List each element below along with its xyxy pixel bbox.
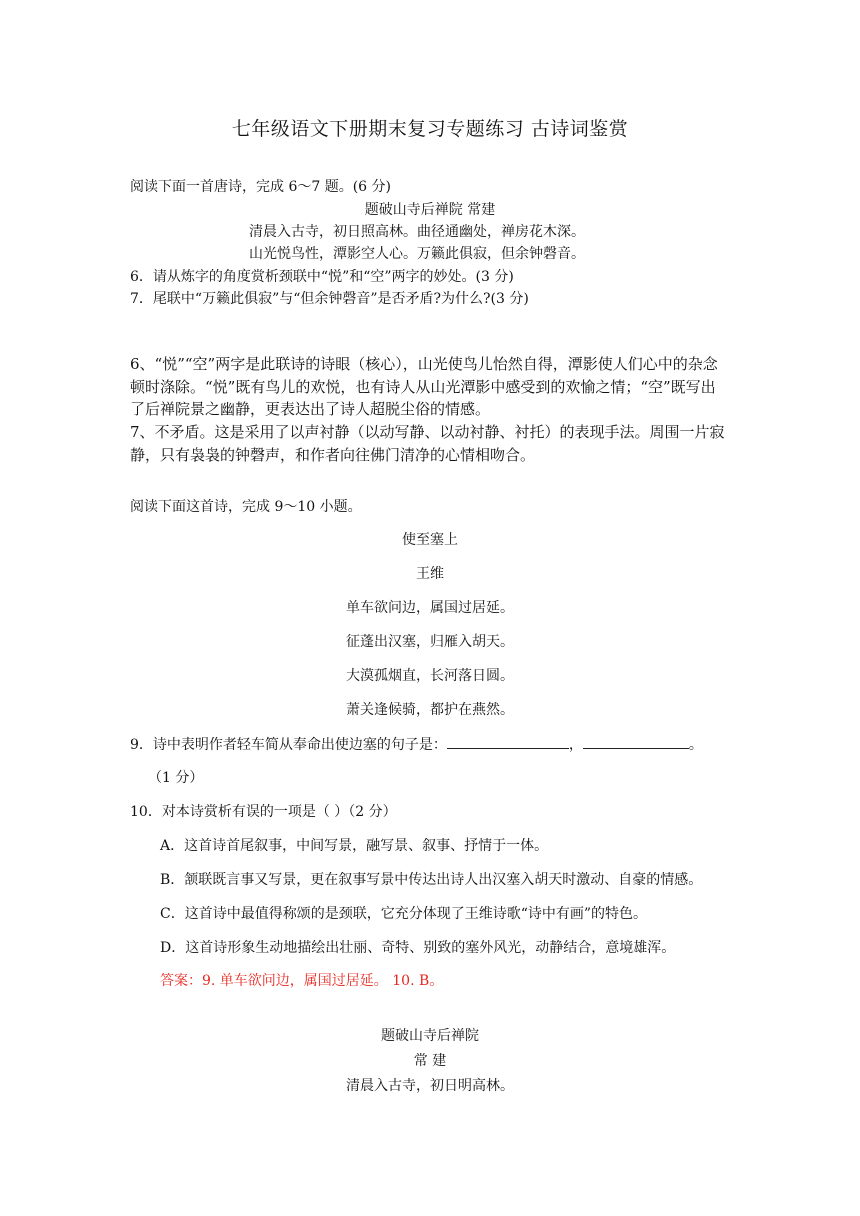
option-b: B．颔联既言事又写景，更在叙事写景中传达出诗人出汉塞入胡天时激动、自豪的情感。 <box>160 872 703 888</box>
part2-poem-line-2: 征蓬出汉塞，归雁入胡天。 <box>346 634 514 650</box>
part3-poem-title: 题破山寺后禅院 <box>381 1028 479 1044</box>
part2-poem-line-4: 萧关逢候骑，都护在燕然。 <box>346 702 514 718</box>
question-6: 6．请从炼字的角度赏析颈联中“悦”和“空”两字的妙处。(3 分) <box>130 269 514 285</box>
answer-7: 7、不矛盾。这是采用了以声衬静（以动写静、以动衬静、衬托）的表现手法。周围一片寂静，只有袅袅的钟磬声，和作者向往佛门清净的心情相吻合。 <box>130 423 725 464</box>
part2-poem-line-1: 单车欲问边，属国过居延。 <box>346 600 514 616</box>
part3-poem-line-1: 清晨入古寺，初日明高林。 <box>346 1078 514 1094</box>
question-9-score: （1 分） <box>148 770 204 786</box>
question-9-end: 。 <box>688 737 703 753</box>
part1-poem-line-1: 清晨入古寺，初日照高林。曲径通幽处，禅房花木深。 <box>249 224 585 240</box>
question-9-text: 9．诗中表明作者轻车简从奉命出使边塞的句子是： <box>130 737 447 753</box>
answer-blank-2[interactable] <box>583 733 689 749</box>
part2-poem-title: 使至塞上 <box>402 532 458 548</box>
question-9-comma: ， <box>568 737 583 753</box>
part2-poem-line-3: 大漠孤烟直，长河落日圆。 <box>346 668 514 684</box>
part1-poem-title: 题破山寺后禅院 常建 <box>364 202 496 218</box>
part1-poem-line-2: 山光悦鸟性，潭影空人心。万籁此俱寂，但余钟磬音。 <box>249 246 585 262</box>
question-7: 7．尾联中“万籁此俱寂”与“但余钟磬音”是否矛盾?为什么?(3 分) <box>130 291 529 307</box>
option-d: D．这首诗形象生动地描绘出壮丽、奇特、别致的塞外风光，动静结合，意境雄浑。 <box>160 940 676 956</box>
page-title: 七年级语文下册期末复习专题练习 古诗词鉴赏 <box>231 118 629 140</box>
answer-key: 答案：9. 单车欲问边，属国过居延。 10. B。 <box>160 973 444 989</box>
question-10: 10．对本诗赏析有误的一项是（ ）（2 分） <box>130 804 397 820</box>
question-9 <box>130 733 703 754</box>
option-a: A．这首诗首尾叙事，中间写景，融写景、叙事、抒情于一体。 <box>160 838 549 854</box>
answer-blank-1[interactable] <box>447 733 569 749</box>
part1-intro: 阅读下面一首唐诗，完成 6～7 题。(6 分) <box>130 179 391 195</box>
option-c: C．这首诗中最值得称颂的是颈联，它充分体现了王维诗歌“诗中有画”的特色。 <box>160 906 648 922</box>
answer-6: 6、“悦”“空”两字是此联诗的诗眼（核心），山光使鸟儿怡然自得，潭影使人们心中的杂念顿时涤除。“悦”既有鸟儿的欢悦，也有诗人从山光潭影中感受到的欢愉之情；“空”既写出了后禅院景之幽静，更表达出了诗人超脱尘俗的情感。 <box>130 355 718 418</box>
part2-poem-author: 王维 <box>416 566 444 582</box>
part3-poem-author: 常 建 <box>413 1053 447 1069</box>
part2-intro: 阅读下面这首诗，完成 9～10 小题。 <box>130 499 362 515</box>
